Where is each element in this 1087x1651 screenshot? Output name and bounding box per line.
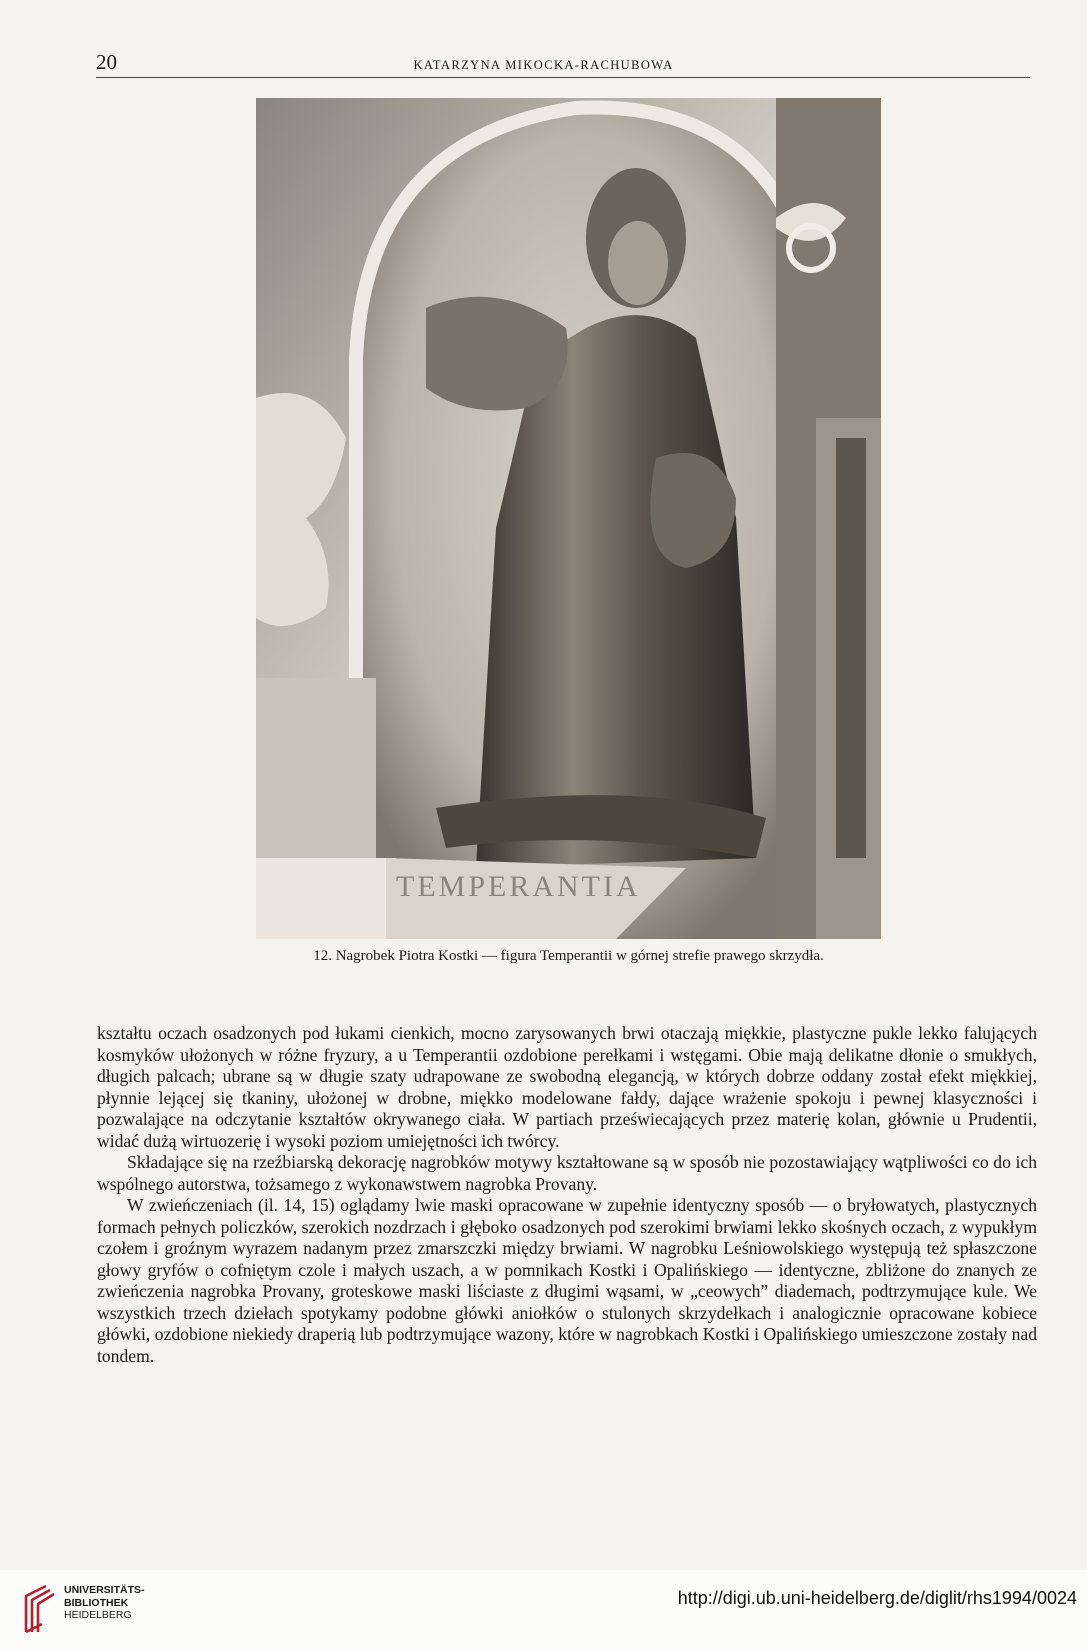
footer-bar <box>0 1570 1087 1651</box>
figure-caption: 12. Nagrobek Piotra Kostki — figura Temperantii w górnej strefie prawego skrzydła. <box>313 948 824 964</box>
library-name <box>64 1584 145 1622</box>
source-url[interactable]: http://digi.ub.uni-heidelberg.de/diglit/rhs1994/0024 <box>677 1588 1077 1608</box>
library-logo-icon <box>20 1582 58 1634</box>
library-name-line: BIBLIOTHEK <box>64 1596 129 1609</box>
running-head: KATARZYNA MIKOCKA-RACHUBOWA <box>413 58 674 72</box>
header-rule <box>96 77 1030 78</box>
plinth-inscription: TEMPERANTIA <box>396 870 641 903</box>
paragraph: W zwieńczeniach (il. 14, 15) oglądamy lwie maski opracowane w zupełnie identyczny sposób — o bryłowatych, plastycznych formach pełnych policzków, szerokich nozdrzach i głęboko osadzonych pod szerokimi brwiami lekko skośnych oczach, z wypukłym czołem i groźnym wyrazem nadanym przez zmarszczki między brwiami. W nagrobku Leśniowolskiego występują też spłaszczone głowy gryfów o cofniętym czole i małych uszach, a w pomnikach Kostki i Opalińskiego — identyczne, zbliżone do znanych ze zwieńczenia nagrobka Provany, groteskowe maski liściaste z długimi wąsami, w „ceowych” diademach, podtrzymujące kule. We wszystkich trzech dziełach spotykamy podobne główki aniołków o stulonych skrzydełkach i analogicznie opracowane kobiece główki, ozdobione niekiedy draperią lub podtrzymujące wazony, które w nagrobkach Kostki i Opalińskiego umieszczone zostały nad tondem. <box>97 1195 1037 1366</box>
page-number: 20 <box>96 50 117 74</box>
figure-photo <box>256 98 881 939</box>
body-text <box>97 1023 1037 1367</box>
paragraph: Składające się na rzeźbiarską dekorację nagrobków motywy kształtowane są w sposób nie pozostawiający wątpliwości co do ich wspólnego autorstwa, tożsamego z wykonawstwem nagrobka Provany. <box>97 1152 1037 1194</box>
sculpture-photograph <box>256 98 881 939</box>
paragraph: kształtu oczach osadzonych pod łukami cienkich, mocno zarysowanych brwi otaczają miękkie, plastyczne pukle lekko falujących kosmyków ułożonych w różne fryzury, a u Temperantii ozdobione perełkami i wstęgami. Obie mają delikatne dłonie o smukłych, długich palcach; ubrane są w długie szaty udrapowane ze swobodną elegancją, w których dobrze oddany został efekt miękkiej, płynnie lejącej się tkaniny, ułożonej w drobne, miękko modelowane fałdy, dające wrażenie spokoju i pewnej klasyczności i pozwalające na odczytanie kształtów okrywanego ciała. W partiach przeświecających przez materię kolan, głównie u Prudentii, widać dużą wirtuozerię i wysoki poziom umiejętności ich twórcy. <box>97 1023 1037 1151</box>
library-name-line: UNIVERSITÄTS- <box>64 1584 145 1596</box>
library-name-line: HEIDELBERG <box>64 1609 132 1621</box>
